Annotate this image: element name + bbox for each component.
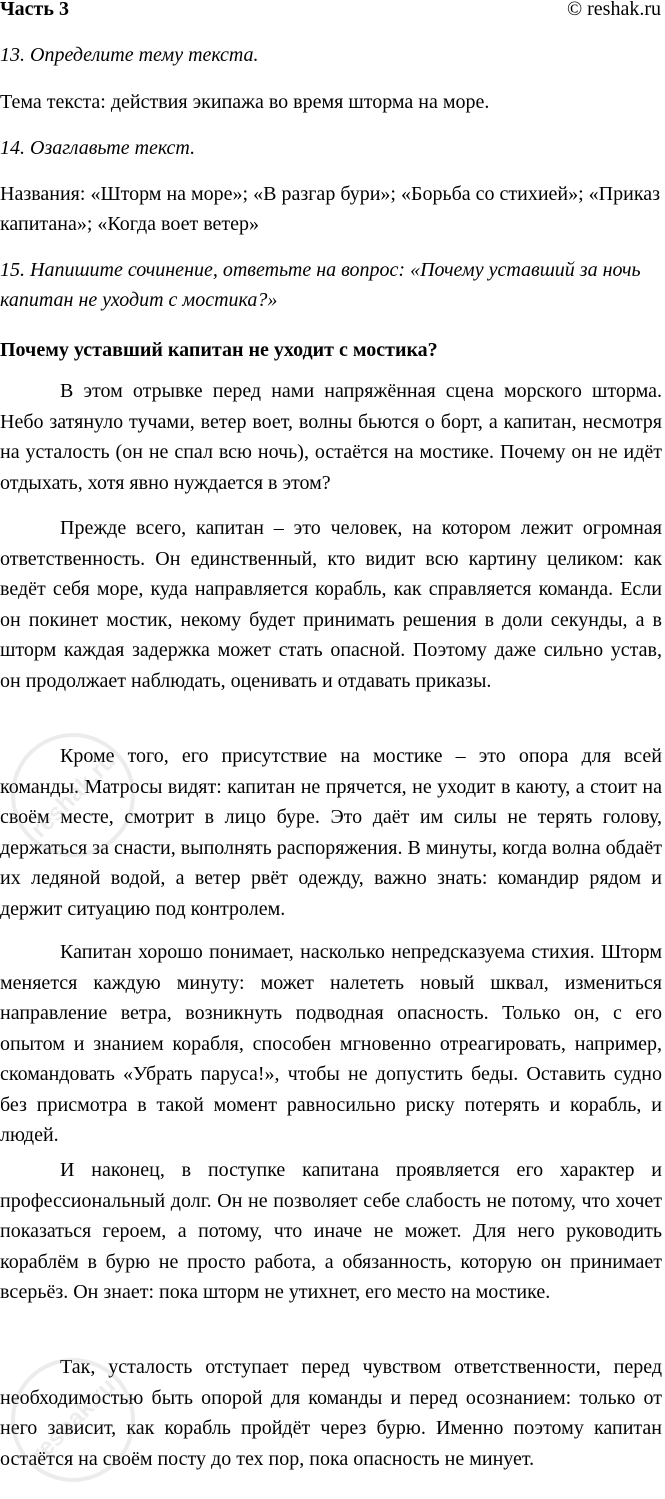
watermark-logo (0, 1345, 148, 1495)
site-credit: © reshak.ru (566, 0, 661, 20)
essay-paragraph-4: Капитан хорошо понимает, насколько непредсказуема стихия. Шторм меняется каждую минуту: может налететь новый шквал, измениться направление ветра, возникнуть подводная опасность. Только он, с его опытом и знанием корабля, способен мгновенно отреагировать, например, скомандовать «Убрать паруса!», чтобы не допустить беды. Оставить судно без присмотра в такой момент равносильно риску потерять и корабль, и людей. (0, 941, 662, 1146)
task-13-question: 13. Определите тему текста. (0, 44, 259, 66)
page-header (0, 0, 665, 21)
watermark-logo (0, 720, 148, 870)
task-13-answer: Тема текста: действия экипажа во время шторма на море. (0, 91, 490, 113)
task-14-answer: Названия: «Шторм на море»; «В разгар бури»; «Борьба со стихией»; «Приказ капитана»; «Когда воет ветер» (0, 183, 661, 235)
essay-paragraph-6: Так, усталость отступает перед чувством ответственности, перед необходимостью быть опорой для команды и перед осознанием: только от него зависит, как корабль пройдёт через бурю. Именно поэтому капитан остаётся на своём посту до тех пор, пока опасность не минует. (0, 1356, 662, 1470)
essay-paragraph-2: Прежде всего, капитан – это человек, на котором лежит огромная ответственность. Он единственный, кто видит всю картину целиком: как ведёт себя море, куда направляется корабль, как справляется команда. Если он покинет мостик, некому будет принимать решения в доли секунды, а в шторм каждая задержка может стать опасной. Поэтому даже сильно устав, он продолжает наблюдать, оценивать и отдавать приказы. (0, 517, 662, 692)
essay-paragraph-5: И наконец, в поступке капитана проявляется его характер и профессиональный долг. Он не позволяет себе слабость не потому, что хочет показаться героем, а потому, что иначе не может. Для него руководить кораблём в бурю не просто работа, а обязанность, которую он принимает всерьёз. Он знает: пока шторм не утихнет, его место на мостике. (0, 1159, 662, 1303)
watermark-text: reshak.ru (25, 747, 122, 844)
task-14-question: 14. Озаглавьте текст. (0, 137, 196, 159)
essay-title: Почему уставший капитан не уходит с мостика? (0, 339, 438, 361)
essay-paragraph-3: Кроме того, его присутствие на мостике – это опора для всей команды. Матросы видят: капитан не прячется, не уходит в каюту, а стоит на своём месте, смотрит в лицо буре. Это даёт им силы не терять голову, держаться за снасти, выполнять распоряжения. В минуты, когда волна обдаёт их ледяной водой, а ветер рвёт одежду, важно знать: командир рядом и держит ситуацию под контролем. (0, 745, 662, 920)
essay-paragraph-1: В этом отрывке перед нами напряжённая сцена морского шторма. Небо затянуло тучами, ветер воет, волны бьются о борт, а капитан, несмотря на усталость (он не спал всю ночь), остаётся на мостике. Почему он не идёт отдыхать, хотя явно нуждается в этом? (0, 380, 662, 494)
task-15-question: 15. Напишите сочинение, ответьте на вопрос: «Почему уставший за ночь капитан не уходит с мостика?» (0, 259, 641, 311)
watermark-text: reshak.ru (25, 1372, 122, 1469)
section-title: Часть 3 (0, 0, 69, 20)
